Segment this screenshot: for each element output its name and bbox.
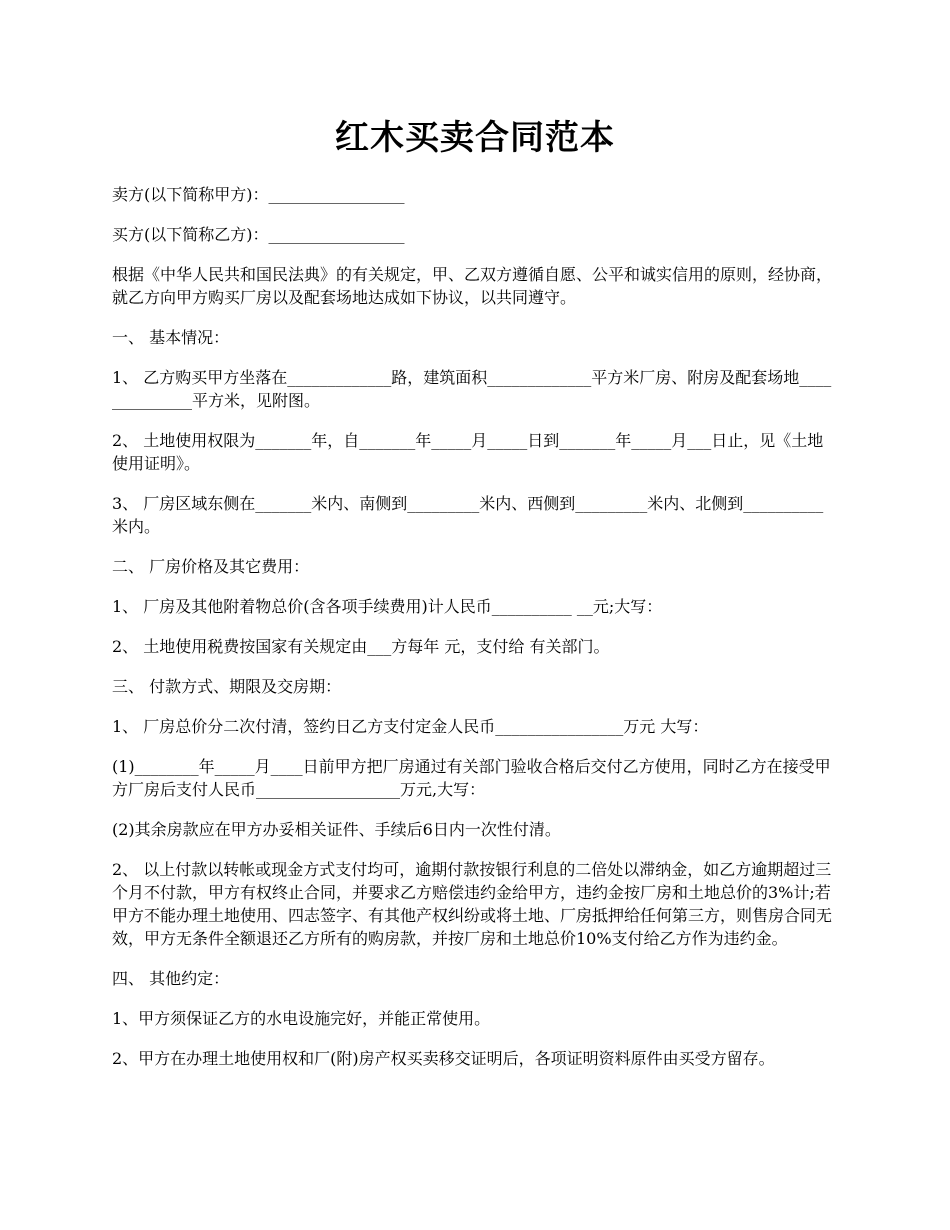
clause-4-2: 2、甲方在办理土地使用权和厂(附)房产权买卖移交证明后，各项证明资料原件由买受方留存。: [112, 1049, 775, 1068]
clause-4-1: 1、甲方须保证乙方的水电设施完好，并能正常使用。: [112, 1009, 491, 1028]
seller-line: 卖方(以下简称甲方)：_________________: [112, 185, 405, 204]
section-heading-price: 二、 厂房价格及其它费用：: [112, 557, 310, 576]
clause-1-1: 1、 乙方购买甲方坐落在_____________路，建筑面积_____________平方米厂房、附房及配套场地______________平方米，见附图。: [112, 368, 832, 410]
clause-1-3: 3、 厂房区域东侧在_______米内、南侧到_________米内、西侧到_________米内、北侧到__________米内。: [112, 494, 824, 536]
buyer-line: 买方(以下简称乙方)：_________________: [112, 225, 405, 244]
document-title: 红木买卖合同范本: [335, 118, 615, 158]
clause-3-1-item-2: (2)其余房款应在甲方办妥相关证件、手续后6日内一次性付清。: [112, 820, 561, 839]
section-heading-basic: 一、 基本情况：: [112, 328, 230, 347]
clause-1-2: 2、 土地使用权限为_______年，自_______年_____月_____日到_______年_____月___日止，见《土地使用证明》。: [112, 431, 824, 473]
section-heading-payment: 三、 付款方式、期限及交房期：: [112, 677, 342, 696]
document-page: [112, 110, 838, 1087]
clause-3-1: 1、 厂房总价分二次付清，签约日乙方支付定金人民币________________万元 大写：: [112, 717, 709, 736]
clause-2-1: 1、 厂房及其他附着物总价(含各项手续费用)计人民币__________ __元;大写：: [112, 597, 663, 616]
clause-2-2: 2、 土地使用税费按国家有关规定由___方每年 元，支付给 有关部门。: [112, 637, 610, 656]
section-heading-other: 四、 其他约定：: [112, 969, 230, 988]
clause-3-1-item-1: (1)________年_____月____日前甲方把厂房通过有关部门验收合格后交付乙方使用，同时乙方在接受甲方厂房后支付人民币__________________万元,大写：: [112, 757, 831, 799]
preamble-paragraph: 根据《中华人民共和国民法典》的有关规定，甲、乙双方遵循自愿、公平和诚实信用的原则，经协商，就乙方向甲方购买厂房以及配套场地达成如下协议，以共同遵守。: [112, 265, 833, 307]
clause-3-2: 2、 以上付款以转帐或现金方式支付均可，逾期付款按银行利息的二倍处以滞纳金，如乙方逾期超过三个月不付款，甲方有权终止合同，并要求乙方赔偿违约金给甲方，违约金按厂房和土地总价的3%计;若甲方不能办理土地使用、四志签字、有其他产权纠纷或将土地、厂房抵押给任何第三方，则售房合同无效，甲方无条件全额退还乙方所有的购房款，并按厂房和土地总价10%支付给乙方作为违约金。: [112, 860, 833, 948]
